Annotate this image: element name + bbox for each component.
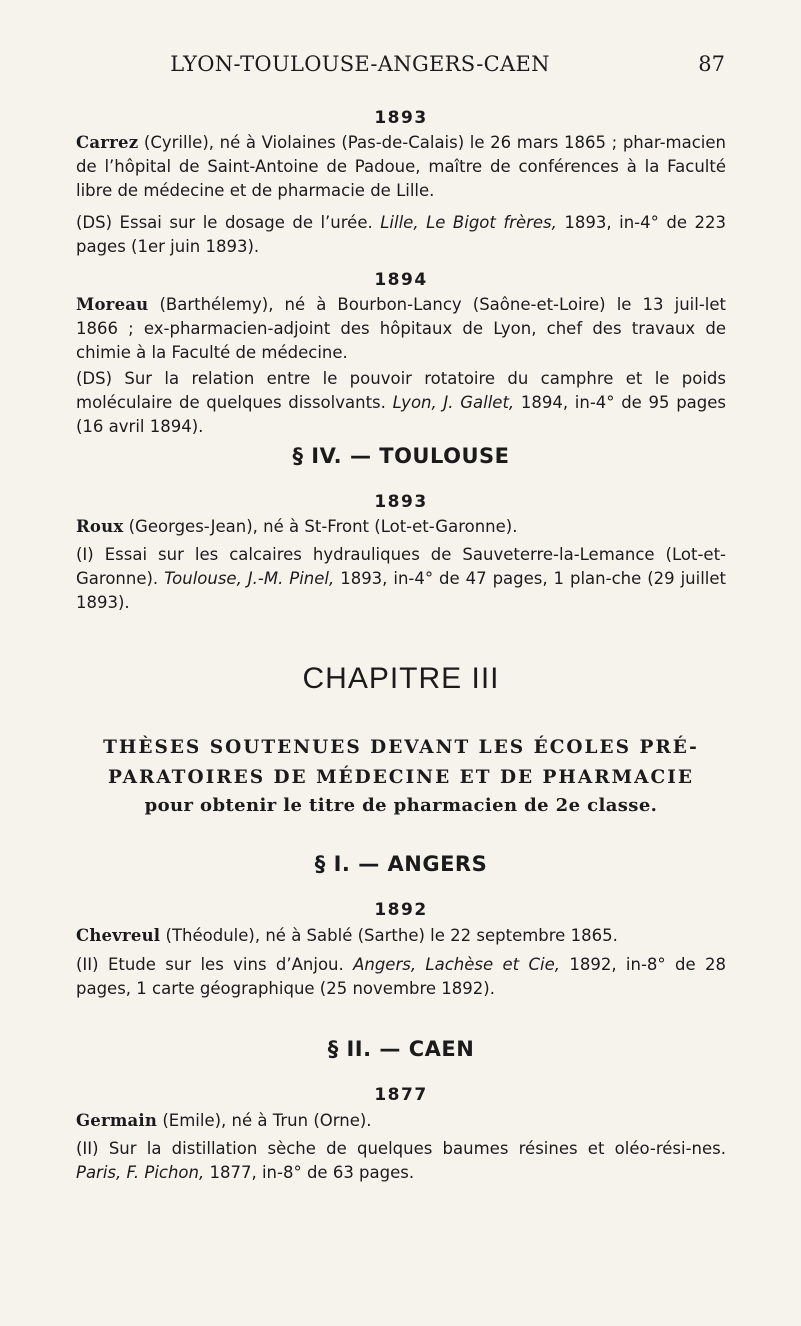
section-heading-angers: § I. — ANGERS (314, 852, 488, 876)
entry-roux-bio: Roux (Georges-Jean), né à St-Front (Lot-et-Garonne). (76, 517, 518, 536)
author-name: Moreau (76, 295, 149, 314)
entry-germain-bio: Germain (Emile), né à Trun (Orne). (76, 1111, 372, 1130)
entry-chevreul-thesis: (II) Etude sur les vins d’Anjou. Angers, Lachèse et Cie, 1892, in-8° de 28 pages, 1 carte géographique (25 novembre 1892). (76, 955, 726, 998)
author-name: Roux (76, 517, 124, 536)
entry-carrez-thesis: (DS) Essai sur le dosage de l’urée. Lille, Le Bigot frères, 1893, in-4° de 223 pages (1er juin 1893). (76, 213, 726, 256)
entry-roux-thesis: (I) Essai sur les calcaires hydrauliques de Sauveterre-la-Lemance (Lot-et-Garonne). Toulouse, J.-M. Pinel, 1893, in-4° de 47 pages, 1 plan-che (29 juillet 1893). (76, 545, 726, 612)
chapter-label: CHAPITRE III (302, 662, 500, 695)
year-heading: 1893 (374, 492, 428, 512)
entry-moreau-thesis: (DS) Sur la relation entre le pouvoir rotatoire du camphre et le poids moléculaire de quelques dissolvants. Lyon, J. Gallet, 1894, in-4° de 95 pages (16 avril 1894). (76, 369, 727, 436)
chapter-subtitle: pour obtenir le titre de pharmacien de 2e classe. (144, 795, 658, 816)
entry-carrez-bio: Carrez (Cyrille), né à Violaines (Pas-de-Calais) le 26 mars 1865 ; phar-macien de l’hôpital de Saint-Antoine de Padoue, maître de conférences à la Faculté libre de médecine et de pharmacie de Lille. (76, 133, 726, 200)
entry-germain-thesis: (II) Sur la distillation sèche de quelques baumes résines et oléo-rési-nes. Paris, F. Pichon, 1877, in-8° de 63 pages. (76, 1139, 726, 1182)
author-name: Chevreul (76, 926, 161, 945)
year-heading: 1894 (374, 270, 428, 290)
author-name: Carrez (76, 133, 139, 152)
entry-moreau-bio: Moreau (Barthélemy), né à Bourbon-Lancy (Saône-et-Loire) le 13 juil-let 1866 ; ex-pharmacien-adjoint des hôpitaux de Lyon, chef des travaux de chimie à la Faculté de médecine. (76, 295, 726, 362)
year-heading: 1892 (374, 900, 428, 920)
year-heading: 1877 (374, 1085, 428, 1105)
section-heading-caen: § II. — CAEN (327, 1037, 475, 1061)
page-number: 87 (698, 52, 725, 76)
section-heading-toulouse: § IV. — TOULOUSE (292, 444, 510, 468)
entry-chevreul-bio: Chevreul (Théodule), né à Sablé (Sarthe) le 22 septembre 1865. (76, 926, 618, 945)
author-name: Germain (76, 1111, 158, 1130)
year-heading: 1893 (374, 108, 428, 128)
chapter-title-line-1: THÈSES SOUTENUES DEVANT LES ÉCOLES PRÉ- (103, 737, 699, 758)
running-title: LYON-TOULOUSE-ANGERS-CAEN (170, 52, 550, 76)
page-header (0, 52, 801, 86)
chapter-title-line-2: PARATOIRES DE MÉDECINE ET DE PHARMACIE (108, 767, 694, 788)
